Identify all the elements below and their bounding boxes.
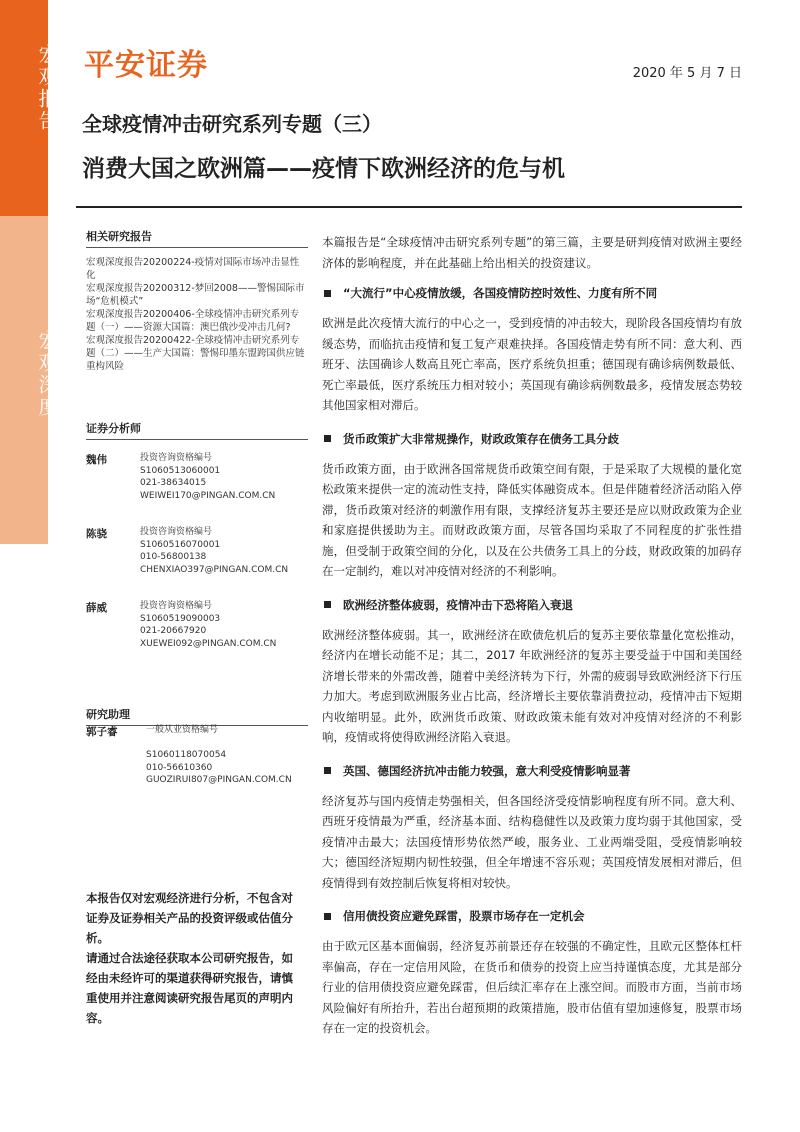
sidebar-report-category: 宏观深度 [35, 330, 59, 418]
related-report-item: 宏观深度报告20200406-全球疫情冲击研究系列专题（一）——资源大国篇：澳巴俄沙受冲击几何? [86, 309, 300, 333]
main-title: 消费大国之欧洲篇——疫情下欧洲经济的危与机 [82, 156, 565, 182]
section-paragraph: 欧洲经济整体疲弱。其一，欧洲经济在欧债危机后的复苏主要依靠量化宽松推动，经济内在增长动能不足；其二，2017 年欧洲经济的复苏主要受益于中国和美国经济增长带来的外需改善，随着中美经济转为下行，外需的疲弱导致欧洲经济下行压力加大。考虑到欧洲服务业占比高，经济增长主要依靠消费拉动，疫情冲击下短期内收缩明显。此外，欧洲货币政策、财政政策未能有效对冲疫情对经济的不利影响，疫情或将使得欧洲经济陷入衰退。 [322, 627, 742, 744]
analysts-section [86, 420, 308, 448]
assistant-name: 郭子睿 [86, 726, 118, 738]
related-report-item: 宏观深度报告20200312-梦回2008——警惕国际市场“危机模式” [86, 283, 305, 307]
bullet-square-icon [324, 601, 331, 608]
assistant-heading: 研究助理 [86, 706, 308, 726]
related-reports-heading: 相关研究报告 [86, 228, 308, 248]
report-body [322, 232, 742, 1039]
section-heading: “大流行”中心疫情放缓，各国疫情防控时效性、力度有所不同 [322, 283, 742, 303]
disclaimer-usage: 请通过合法途径获取本公司研究报告，如经由未经许可的渠道获得研究报告，请慎重使用并注意阅读研究报告尾页的声明内容。 [86, 951, 293, 1025]
disclaimer-scope: 本报告仅对宏观经济进行分析，不包含对证券及证券相关产品的投资评级或估值分析。 [86, 891, 293, 945]
section-paragraph: 经济复苏与国内疫情走势强相关，但各国经济受疫情影响程度有所不同。意大利、西班牙疫情最为严重，经济基本面、结构稳健性以及政策力度均弱于其他国家，受疫情冲击最大；法国疫情形势依然严峻，服务业、工业两端受阻，受疫情影响较大；德国经济短期内韧性较强，但全年增速不容乐观；英国疫情发展相对滞后，但疫情得到有效控制后恢复将相对较快。 [322, 793, 742, 890]
title-divider [76, 206, 742, 208]
bullet-square-icon [324, 767, 331, 774]
assistant-section [86, 706, 308, 726]
analyst-name: 陈骁 [86, 528, 107, 540]
section-paragraph: 由于欧元区基本面偏弱，经济复苏前景还存在较强的不确定性，且欧元区整体杠杆率偏高，存在一定信用风险，在货币和债券的投资上应当持谨慎态度，尤其是部分行业的信用债投资应避免踩雷，但后续汇率存在上涨空间。而股市方面，当前市场风险偏好有所抬升，若出台超预期的政策措施，股市估值有望加速修复，股票市场存在一定的投资机会。 [322, 939, 742, 1035]
intro-paragraph: 本篇报告是“全球疫情冲击研究系列专题”的第三篇，主要是研判疫情对欧洲主要经济体的影响程度，并在此基础上给出相关的投资建议。 [322, 235, 742, 270]
section-paragraph: 欧洲是此次疫情大流行的中心之一，受到疫情的冲击较大，现阶段各国疫情均有放缓态势，而临抗击疫情和复工复产艰难抉择。各国疫情走势有所不同：意大利、西班牙、法国确诊人数高且死亡率高，医疗系统负担重；德国现有确诊病例数最低、死亡率最低，医疗系统压力相对较小；英国现有确诊病例数最多，疫情发展态势较其他国家相对滞后。 [322, 316, 742, 412]
section-heading: 英国、德国经济抗冲击能力较强，意大利受疫情影响显著 [322, 761, 742, 781]
related-report-item: 宏观深度报告20200224-疫情对国际市场冲击显性化 [86, 257, 300, 281]
report-date: 2020 年 5 月 7 日 [632, 66, 742, 81]
analysts-heading: 证券分析师 [86, 420, 308, 440]
disclaimer [86, 888, 298, 1028]
section-heading: 信用债投资应避免踩雷，股票市场存在一定机会 [322, 906, 742, 926]
analyst-name: 魏伟 [86, 454, 107, 466]
sidebar-report-type: 宏观报告 [35, 44, 59, 132]
analyst-info: 投资咨询资格编号 S1060513060001 021-38634015 WEIWEI170@PINGAN.COM.CN [140, 453, 276, 501]
analyst-info: 投资咨询资格编号 S1060516070001 010-56800138 CHENXIAO397@PINGAN.COM.CN [140, 527, 289, 575]
assistant-info: 一般从业资格编号 S1060118070054 010-56610360 GUOZIRUI807@PINGAN.COM.CN [146, 725, 292, 785]
section-heading: 欧洲经济整体疲弱，疫情冲击下恐将陷入衰退 [322, 595, 742, 615]
related-report-item: 宏观深度报告20200422-全球疫情冲击研究系列专题（二）——生产大国篇：警惕印墨东盟跨国供应链重构风险 [86, 335, 305, 372]
series-title: 全球疫情冲击研究系列专题（三） [82, 112, 382, 136]
company-logo: 平安证券 [84, 48, 208, 83]
section-paragraph: 货币政策方面，由于欧洲各国常规货币政策空间有限，于是采取了大规模的量化宽松政策来提供一定的流动性支持，降低实体融资成本。但是伴随着经济活动陷入停滞，货币政策对经济的刺激作用有限，支撑经济复苏主要还是应以财政政策为企业和家庭提供援助为主。而财政政策方面，尽管各国均采取了不同程度的扩张性措施，但受制于政策空间的分化，以及在公共债务工具上的分歧，财政政策的加码存在一定制约，难以对冲疫情对经济的不利影响。 [322, 461, 742, 578]
related-reports-section [86, 228, 308, 373]
bullet-square-icon [324, 913, 331, 920]
analyst-info: 投资咨询资格编号 S1060519090003 021-20667920 XUEWEI092@PINGAN.COM.CN [140, 601, 277, 649]
bullet-square-icon [324, 290, 331, 297]
analyst-name: 薛威 [86, 602, 107, 614]
bullet-square-icon [324, 435, 331, 442]
section-heading: 货币政策扩大非常规操作，财政政策存在债务工具分歧 [322, 429, 742, 449]
